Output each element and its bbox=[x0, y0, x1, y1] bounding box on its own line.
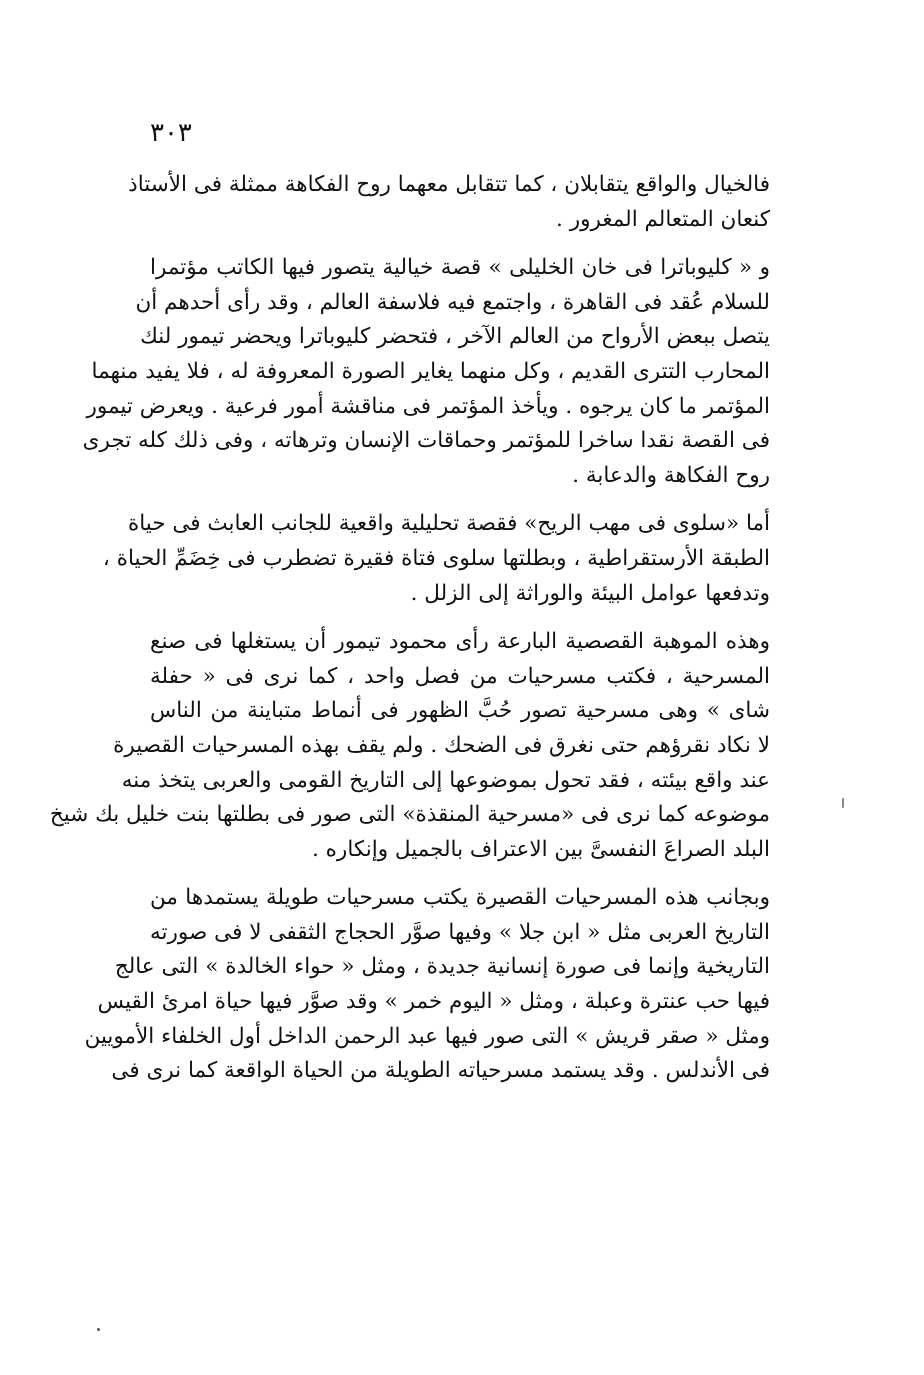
text-line: وتدفعها عوامل البيئة والوراثة إلى الزلل . bbox=[410, 580, 770, 606]
text-line: الطبقة الأرستقراطية ، وبطلتها سلوى فتاة فقيرة تضطرب فى خِضَمِّ الحياة ، bbox=[102, 545, 770, 571]
text-line: موضوعه كما نرى فى «مسرحية المنقذة» التى صور فى بطلتها بنت خليل بك شيخ bbox=[49, 802, 770, 828]
text-line: عند واقع بيئته ، فقد تحول بموضوعها إلى التاريخ القومى والعربى يتخذ منه bbox=[121, 767, 770, 793]
text-line: كنعان المتعالم المغرور . bbox=[556, 206, 770, 232]
page-number: ٣٠٣ bbox=[150, 118, 192, 148]
text-line: وبجانب هذه المسرحيات القصيرة يكتب مسرحيات طويلة يستمدها من bbox=[150, 885, 770, 911]
text-line: روح الفكاهة والدعابة . bbox=[572, 462, 770, 488]
text-line: المسرحية ، فكتب مسرحيات من فصل واحد ، كما نرى فى « حفلة bbox=[150, 663, 770, 689]
text-line: البلد الصراعَ النفسىَّ بين الاعتراف بالجميل وإنكاره . bbox=[312, 836, 770, 862]
text-line: يتصل ببعض الأرواح من العالم الآخر ، فتحضر كليوباترا ويحضر تيمور لنك bbox=[140, 324, 770, 350]
text-line: للسلام عُقد فى القاهرة ، واجتمع فيه فلاسفة العالم ، وقد رأى أحدهم أن bbox=[135, 289, 770, 315]
text-line: أما «سلوى فى مهب الريح» فقصة تحليلية واقعية للجانب العابث فى حياة bbox=[127, 511, 770, 537]
paragraph-3 bbox=[102, 507, 770, 611]
text-line: فيها حب عنترة وعبلة ، ومثل « اليوم خمر » وقد صوَّر فيها حياة امرئ القيس bbox=[97, 989, 770, 1015]
text-line: ومثل « صقر قريش » التى صور فيها عبد الرحمن الداخل أول الخلفاء الأمويين bbox=[84, 1023, 770, 1049]
text-line: شاى » وهى مسرحية تصور حُبَّ الظهور فى أنماط متباينة من الناس bbox=[150, 698, 770, 724]
paragraph-4 bbox=[49, 625, 770, 867]
paragraph-2 bbox=[82, 251, 770, 493]
text-line: فالخيال والواقع يتقابلان ، كما تتقابل معهما روح الفكاهة ممثلة فى الأستاذ bbox=[128, 172, 770, 197]
body-text bbox=[49, 168, 770, 1103]
text-line: التاريخية وإنما فى صورة إنسانية جديدة ، ومثل « حواء الخالدة » التى عالج bbox=[114, 954, 770, 980]
scan-speck bbox=[842, 798, 844, 808]
text-line: فى الأندلس . وقد يستمد مسرحياته الطويلة من الحياة الواقعة كما نرى فى bbox=[111, 1058, 770, 1084]
text-line: لا نكاد نقرؤهم حتى نغرق فى الضحك . ولم يقف بهذه المسرحيات القصيرة bbox=[113, 732, 770, 758]
text-line: و « كليوباترا فى خان الخليلى » قصة خيالية يتصور فيها الكاتب مؤتمرا bbox=[150, 255, 770, 281]
scan-speck bbox=[97, 1328, 100, 1331]
text-line: التاريخ العربى مثل « ابن جلا » وفيها صوَّر الحجاج الثقفى لا فى صورته bbox=[150, 919, 770, 945]
text-line: فى القصة نقدا ساخرا للمؤتمر وحماقات الإنسان وترهاته ، وفى ذلك كله تجرى bbox=[82, 428, 770, 454]
text-line: المحارب التترى القديم ، وكل منهما يغاير الصورة المعروفة له ، فلا يفيد منهما bbox=[91, 358, 770, 384]
text-line: المؤتمر ما كان يرجوه . ويأخذ المؤتمر فى مناقشة أمور فرعية . ويعرض تيمور bbox=[86, 393, 770, 419]
text-line: وهذه الموهبة القصصية البارعة رأى محمود تيمور أن يستغلها فى صنع bbox=[150, 629, 770, 655]
paragraph-5 bbox=[84, 881, 770, 1089]
paragraph-1 bbox=[128, 168, 770, 237]
